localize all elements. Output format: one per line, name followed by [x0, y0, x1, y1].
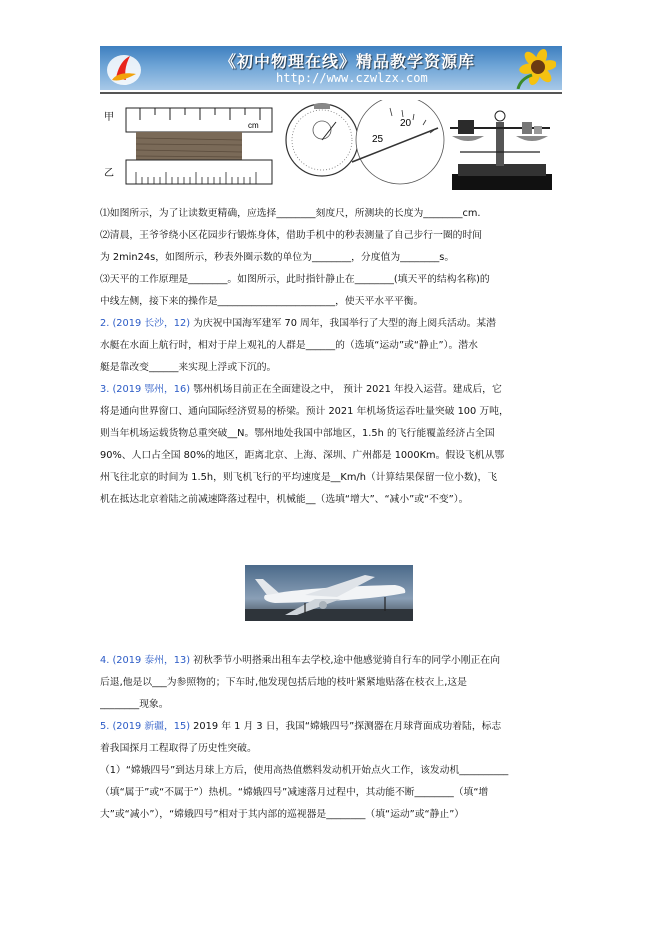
q2-line-2: 水艇在水面上航行时，相对于岸上观礼的人群是______的（选填“运动”或“静止”）。潜水 [100, 340, 478, 351]
stopwatch-figure [286, 100, 444, 184]
q1-line-5: 中线左侧，接下来的操作是________________________，使天平水平平衡。 [100, 296, 424, 307]
q2-line-1 [100, 313, 562, 335]
balance-figure [450, 111, 552, 190]
q4-line-1 [100, 650, 562, 672]
stopwatch-reading-20: 20 [400, 118, 412, 129]
question-1-block [100, 203, 562, 511]
q3-line-6: 机在抵达北京着陆之前减速降落过程中，机械能__（选填“增大”、“减小”或“不变”）。 [100, 494, 469, 505]
q3-source: (2019 鄂州，16) [112, 384, 191, 395]
q5-source: (2019 新疆，15) [112, 721, 191, 732]
q1-line-4: ⑶天平的工作原理是________。如图所示，此时指针静止在________(填天平的结构名称)的 [100, 274, 490, 285]
banner-title: 《初中物理在线》精品教学资源库 [220, 52, 476, 71]
q2-line-3: 艇是靠改变______来实现上浮或下沉的。 [100, 362, 277, 373]
q1-line-2: ⑵清晨，王爷爷绕小区花园步行锻炼身体，借助手机中的秒表测量了自己步行一圈的时间 [100, 230, 483, 241]
q5-line-5: 大”或“减小”），“嫦娥四号”相对于其内部的巡视器是________（填“运动”或“静止”） [100, 809, 465, 820]
q3-number: 3. [100, 384, 110, 395]
q5-line-3: （1）“嫦娥四号”到达月球上方后，使用高热值燃料发动机开始点火工作，该发动机__________ [100, 765, 509, 776]
q3-line-4: 90%、人口占全国 80%的地区，距离北京、上海、深圳、广州都是 1000Km。假设飞机从鄂 [100, 450, 505, 461]
q2-number: 2. [100, 318, 110, 329]
rulers-figure [104, 108, 272, 184]
ruler-unit: cm [248, 121, 259, 130]
q1-line-3: 为 2min24s，如图所示，秒表外圈示数的单位为________，分度值为________s。 [100, 252, 455, 263]
q4-text: 初秋季节小明搭乘出租车去学校,途中他感觉骑自行车的同学小刚正在向 [193, 655, 500, 666]
q2-source: (2019 长沙，12) [112, 318, 191, 329]
header-banner [100, 46, 562, 90]
q5-text: 2019 年 1 月 3 日，我国“嫦娥四号”探测器在月球背面成功着陆，标志 [193, 721, 502, 732]
q4-line-3: ________现象。 [100, 699, 169, 710]
site-logo-icon [104, 48, 144, 88]
q3-line-3: 则当年机场运载货物总重突破__N。鄂州地处我国中部地区，1.5h 的飞行能覆盖经济占全国 [100, 428, 495, 439]
q3-line-1 [100, 379, 562, 401]
question-4-5-block [100, 650, 562, 826]
q1-line-1: ⑴如图所示，为了让读数更精确，应选择________刻度尺，所测块的长度为________cm. [100, 208, 481, 219]
q4-number: 4. [100, 655, 110, 666]
q5-number: 5. [100, 721, 110, 732]
q5-line-2: 着我国探月工程取得了历史性突破。 [100, 743, 257, 754]
ruler-label-jia: 甲 [104, 112, 114, 123]
sunflower-icon [508, 47, 556, 89]
figures-row [100, 100, 562, 196]
q3-line-5: 州飞往北京的时间为 1.5h，则飞机飞行的平均速度是__Km/h（计算结果保留一位小数)，飞 [100, 472, 498, 483]
q3-line-2: 将是通向世界窗口、通向国际经济贸易的桥梁。预计 2021 年机场货运吞吐量突破 100 万吨， [100, 406, 509, 417]
q3-text: 鄂州机场目前正在全面建设之中， 预计 2021 年投入运营。建成后，它 [193, 384, 502, 395]
header-rule [100, 92, 562, 94]
q4-source: (2019 泰州，13) [112, 655, 191, 666]
airplane-photo [245, 565, 413, 621]
q5-line-1 [100, 716, 562, 738]
banner-url[interactable]: http://www.czwlzx.com [276, 71, 428, 85]
q2-text: 为庆祝中国海军建军 70 周年，我国举行了大型的海上阅兵活动。某潜 [193, 318, 496, 329]
ruler-label-yi: 乙 [104, 168, 114, 179]
q5-line-4: （填“属于”或“不属于”）热机。“嫦娥四号”减速落月过程中，其动能不断________（填“增 [100, 787, 489, 798]
stopwatch-reading-25: 25 [372, 134, 384, 145]
q4-line-2: 后退,他是以___为参照物的；下车时,他发现包括后地的枝叶紧紧地贴落在枝衣上,这是 [100, 677, 467, 688]
